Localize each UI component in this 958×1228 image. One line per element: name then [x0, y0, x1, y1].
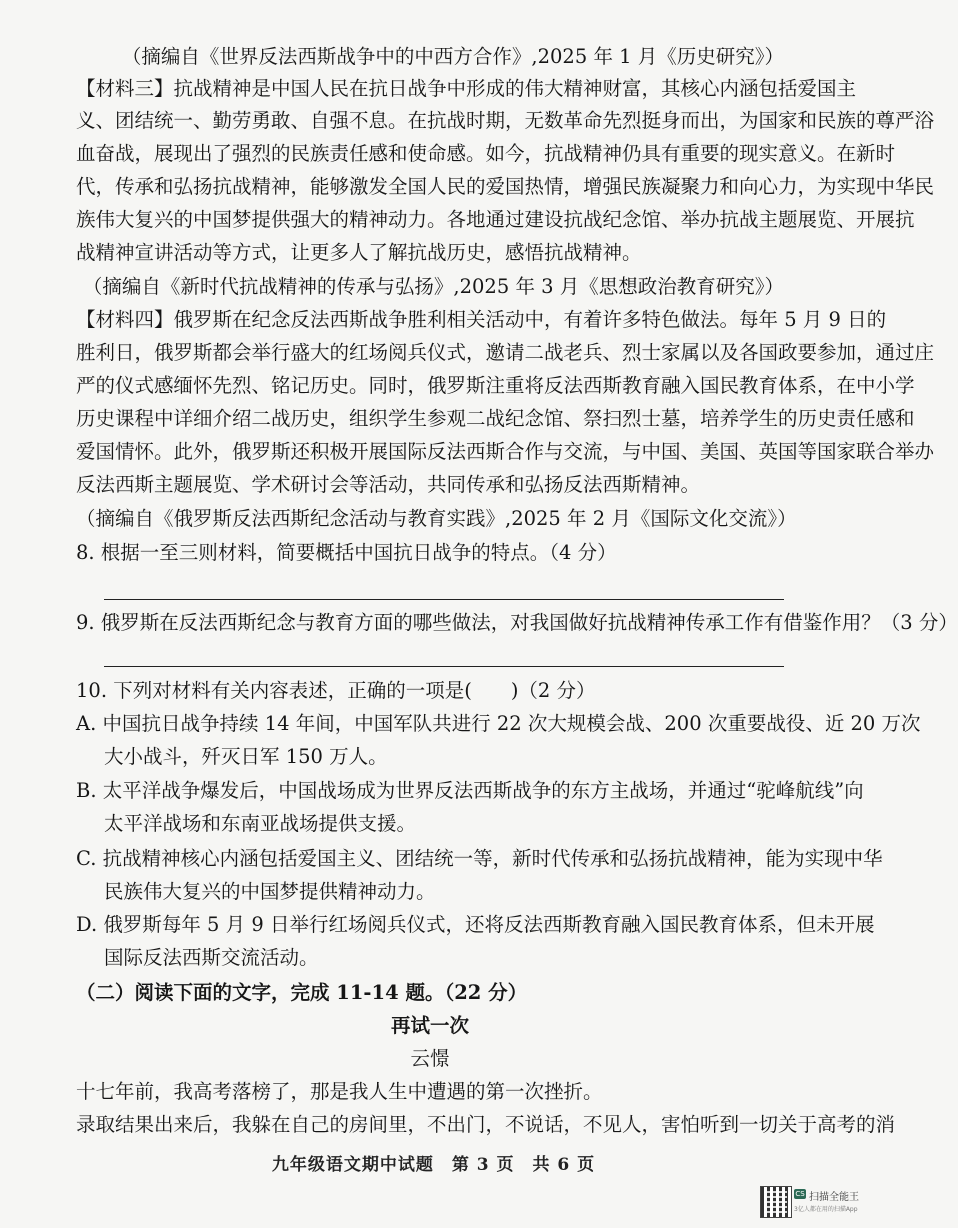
option-d-line-2: 国际反法西斯交流活动。: [104, 946, 319, 969]
material3-source: （摘编自《新时代抗战精神的传承与弘扬》,2025 年 3 月《思想政治教育研究》）: [82, 275, 784, 298]
material3-line-5: 族伟大复兴的中国梦提供强大的精神动力。各地通过建设抗战纪念馆、举办抗战主题展览、开展抗: [76, 208, 915, 231]
material4-source: （摘编自《俄罗斯反法西斯纪念活动与教育实践》,2025 年 2 月《国际文化交流》）: [76, 507, 797, 530]
material4-line-2: 胜利日，俄罗斯都会举行盛大的红场阅兵仪式，邀请二战老兵、烈士家属以及各国政要参加，通过庄: [76, 341, 935, 364]
question-8: 8. 根据一至三则材料，简要概括中国抗日战争的特点。（4 分）: [76, 541, 617, 564]
material4-line-4: 历史课程中详细介绍二战历史，组织学生参观二战纪念馆、祭扫烈士墓，培养学生的历史责任感和: [76, 407, 915, 430]
material4-line-3: 严的仪式感缅怀先烈、铭记历史。同时，俄罗斯注重将反法西斯教育融入国民教育体系，在中小学: [76, 374, 915, 397]
answer-line-q8[interactable]: [104, 599, 784, 600]
material3-line-4: 代，传承和弘扬抗战精神，能够激发全国人民的爱国热情，增强民族凝聚力和向心力，为实现中华民: [76, 175, 935, 198]
question-10: 10. 下列对材料有关内容表述，正确的一项是( )（2 分）: [76, 679, 596, 702]
section-2-heading: （二）阅读下面的文字，完成 11-14 题。（22 分）: [76, 981, 528, 1004]
article-author: 云憬: [410, 1047, 450, 1070]
material3-line-6: 战精神宣讲活动等方式，让更多人了解抗战历史，感悟抗战精神。: [76, 241, 642, 264]
option-d-line-1: D. 俄罗斯每年 5 月 9 日举行红场阅兵仪式，还将反法西斯教育融入国民教育体系，但未开展: [76, 913, 875, 936]
material2-source: （摘编自《世界反法西斯战争中的中西方合作》,2025 年 1 月《历史研究》）: [121, 45, 784, 68]
material4-line-1: 【材料四】俄罗斯在纪念反法西斯战争胜利相关活动中，有着许多特色做法。每年 5 月 9 日的: [76, 308, 887, 331]
page-footer: 九年级语文期中试题 第 3 页 共 6 页: [271, 1155, 596, 1175]
answer-line-q9[interactable]: [104, 666, 784, 667]
material4-line-6: 反法西斯主题展览、学术研讨会等活动，共同传承和弘扬反法西斯精神。: [76, 473, 701, 496]
qr-code-icon: [760, 1186, 792, 1218]
option-c-line-1: C. 抗战精神核心内涵包括爱国主义、团结统一等，新时代传承和弘扬抗战精神，能为实现中华: [76, 847, 883, 870]
option-a-line-1: A. 中国抗日战争持续 14 年间，中国军队共进行 22 次大规模会战、200 次重要战役、近 20 万次: [76, 712, 921, 735]
article-para-1: 十七年前，我高考落榜了，那是我人生中遭遇的第一次挫折。: [76, 1080, 603, 1103]
scanner-logo-icon: CS: [795, 1190, 805, 1198]
scanner-watermark: [760, 1186, 860, 1222]
scanner-slogan: 3亿人都在用的扫描App: [794, 1206, 858, 1213]
option-b-line-1: B. 太平洋战争爆发后，中国战场成为世界反法西斯战争的东方主战场，并通过“驼峰航线”向: [76, 779, 864, 802]
material3-line-3: 血奋战，展现出了强烈的民族责任感和使命感。如今，抗战精神仍具有重要的现实意义。在新时: [76, 142, 896, 165]
option-a-line-2: 大小战斗，歼灭日军 150 万人。: [104, 745, 388, 768]
article-para-2: 录取结果出来后，我躲在自己的房间里，不出门，不说话，不见人，害怕听到一切关于高考的消: [76, 1113, 896, 1136]
question-9: 9. 俄罗斯在反法西斯纪念与教育方面的哪些做法，对我国做好抗战精神传承工作有借鉴作用？（3 分）: [76, 611, 958, 634]
material4-line-5: 爱国情怀。此外，俄罗斯还积极开展国际反法西斯合作与交流，与中国、美国、英国等国家联合举办: [76, 440, 935, 463]
material3-line-2: 义、团结统一、勤劳勇敢、自强不息。在抗战时期，无数革命先烈挺身而出，为国家和民族的尊严浴: [76, 109, 935, 132]
option-b-line-2: 太平洋战场和东南亚战场提供支援。: [104, 812, 417, 835]
option-c-line-2: 民族伟大复兴的中国梦提供精神动力。: [104, 880, 436, 903]
material3-line-1: 【材料三】抗战精神是中国人民在抗日战争中形成的伟大精神财富，其核心内涵包括爱国主: [76, 77, 857, 100]
scanner-app-name: 扫描全能王: [809, 1192, 859, 1203]
article-title: 再试一次: [390, 1014, 469, 1037]
